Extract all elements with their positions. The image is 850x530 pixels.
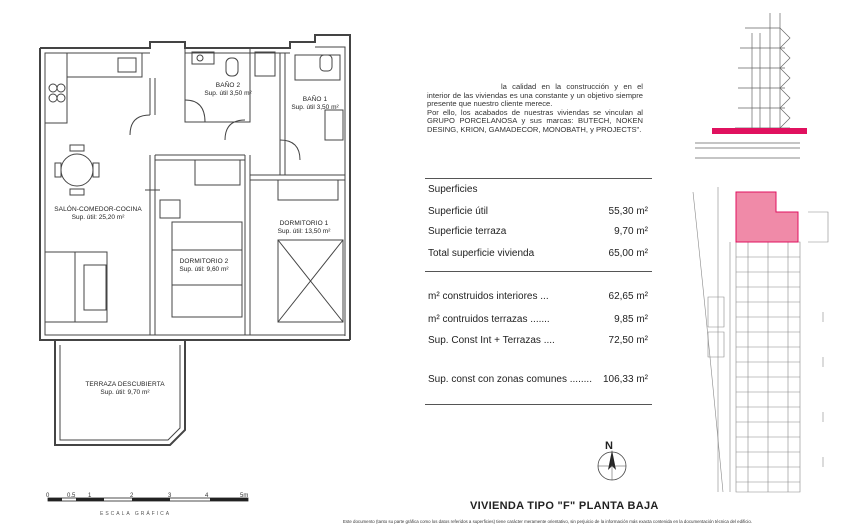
room-label-dormitorio2 [162,258,246,274]
surface-row [428,374,650,388]
room-label-bano1 [280,96,350,112]
scale-tick-label: 5m [240,493,249,499]
room-area: Sup. útil: 25,20 m² [71,214,125,221]
surfaces-mid-rule [425,271,652,272]
room-label-bano2 [188,82,268,98]
scale-tick-label: 0.5 [67,493,76,499]
surface-row [428,335,650,349]
surface-row [428,206,650,220]
building-elevation [680,8,810,178]
surface-label: Superficie útil [428,206,489,217]
room-label-terraza [70,381,180,397]
unit-highlight [712,128,807,134]
surface-value: 65,00 m² [608,248,648,259]
room-area: Sup. útil 3,50 m² [204,90,252,97]
room-name: BAÑO 1 [302,96,328,103]
scale-tick-label: 2 [130,493,134,499]
intro-paragraph-1: la calidad en la construcción y en el interior de las viviendas es una constante y un objetivo siempre presente que nuestro cliente merece. [427,82,643,109]
surface-label: Sup. const con zonas comunes ........ [428,374,592,385]
surface-value: 9,85 m² [614,314,648,325]
north-arrow-icon [596,440,636,485]
room-name: DORMITORIO 2 [179,258,229,265]
room-area: Sup. útil: 9,60 m² [179,266,229,273]
surface-label: Superficie terraza [428,226,507,237]
scale-caption: ESCALA GRÁFICA [100,511,172,517]
surface-value: 55,30 m² [608,206,648,217]
north-label: N [605,440,613,452]
surface-value: 62,65 m² [608,291,648,302]
disclaimer: Este documento (tanto su parte gráfica como los datos referidos a superficies) tiene carácter meramente orientativo, sin perjuicio de la información más exacta contenida en la documentación técnica del edificio. [343,519,753,524]
surface-label: m² contruidos terrazas ....... [428,314,550,325]
room-name: TERRAZA DESCUBIERTA [85,381,165,388]
surface-row [428,226,650,240]
room-area: Sup. útil 3,50 m² [291,104,339,111]
floor-plan [0,0,410,480]
surface-row [428,291,650,305]
surface-label: Sup. Const Int + Terrazas .... [428,335,555,346]
scale-tick-label: 0 [46,493,50,499]
intro-paragraph-2: Por ello, los acabados de nuestras viviendas se vinculan al GRUPO PORCELANOSA y sus marcas: BUTECH, NOKEN DESING, KRION, GAMADECOR, MONOBATH, y PROJECTS". [427,107,643,134]
scale-tick-label: 4 [205,493,209,499]
unit-highlight [736,192,798,242]
surface-label: Total superficie vivienda [428,248,535,259]
scale-tick-label: 1 [88,493,92,499]
room-name: SALÓN-COMEDOR-COCINA [54,206,142,213]
surface-row [428,248,650,262]
room-area: Sup. útil: 9,70 m² [100,389,150,396]
plan-title: VIVIENDA TIPO "F" PLANTA BAJA [470,500,659,512]
surfaces-top-rule [425,178,652,179]
surfaces-bottom-rule [425,404,652,405]
intro-text [427,83,643,135]
room-name: BAÑO 2 [215,82,241,89]
room-label-dormitorio1 [262,220,346,236]
surfaces-heading: Superficies [428,184,478,195]
room-label-salon [48,206,148,222]
room-area: Sup. útil: 13,50 m² [277,228,331,235]
surface-row [428,314,650,328]
surface-value: 106,33 m² [602,374,648,385]
surface-label: m² construidos interiores ... [428,291,549,302]
surface-value: 9,70 m² [614,226,648,237]
scale-tick-label: 3 [168,493,172,499]
surface-value: 72,50 m² [608,335,648,346]
room-name: DORMITORIO 1 [279,220,329,227]
site-plan [688,182,838,497]
